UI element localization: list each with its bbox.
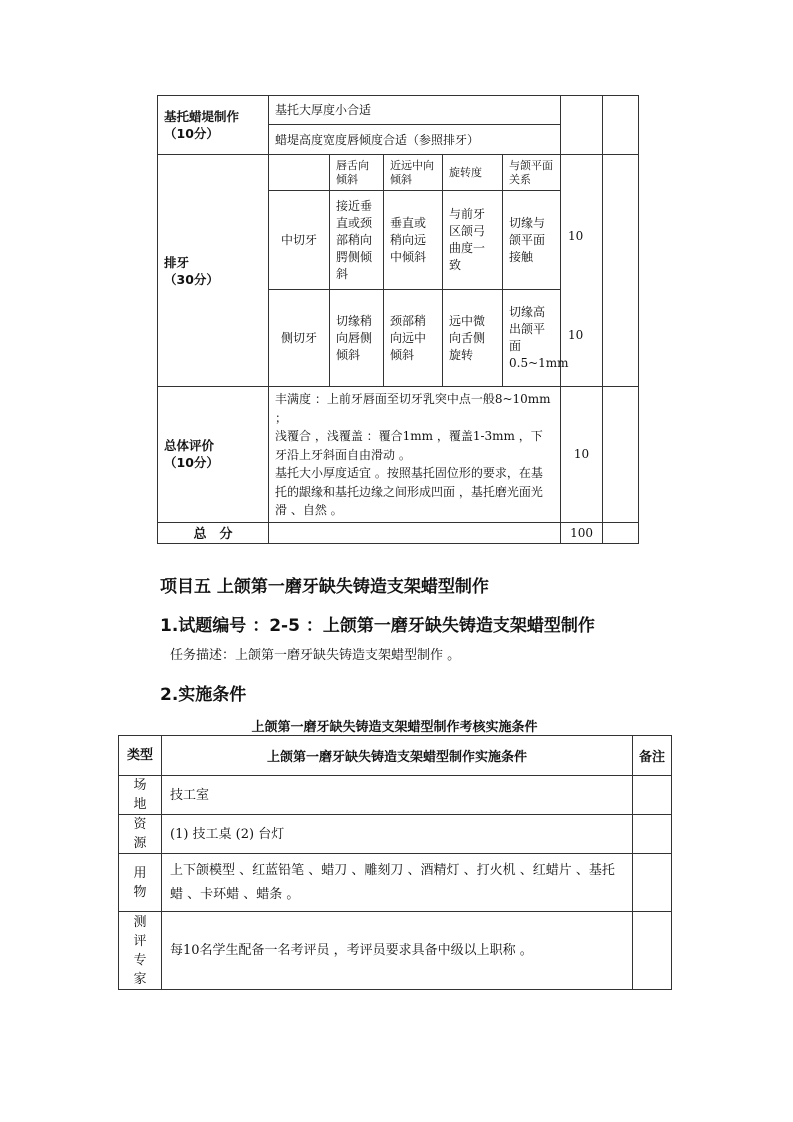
remark-cell bbox=[633, 912, 672, 990]
type-cell: 场地 bbox=[119, 776, 162, 815]
table-row bbox=[119, 854, 672, 912]
table-row bbox=[119, 912, 672, 990]
criteria-cell: 切缘与颌平面接触 bbox=[503, 191, 561, 290]
column-header: 备注 bbox=[633, 736, 672, 776]
table-row bbox=[119, 776, 672, 815]
tooth-points: 10 bbox=[568, 229, 584, 243]
section-cell bbox=[158, 96, 269, 155]
section-title: 2.实施条件 bbox=[160, 685, 247, 705]
content-cell: (1) 技工桌 (2) 台灯 bbox=[162, 815, 633, 854]
criteria-cell bbox=[269, 387, 561, 523]
criteria-line: 浅覆合 ，浅覆盖 ：覆合1mm ，覆盖1-3mm ，下牙沿上牙斜面自由滑动 。 bbox=[275, 429, 543, 462]
criteria-line: 基托大小厚度适宜 。按照基托固位形的要求，在基托的龈缘和基托边缘之间形成凹面 ，基托磨光面光滑 、自然 。 bbox=[275, 466, 543, 517]
total-value: 100 bbox=[561, 522, 603, 543]
type-cell: 测评专家 bbox=[119, 912, 162, 990]
earned-cell bbox=[603, 155, 639, 387]
table-row bbox=[119, 815, 672, 854]
remark-cell bbox=[633, 815, 672, 854]
tooth-points: 10 bbox=[568, 328, 584, 342]
section-score: （10分） bbox=[164, 126, 219, 141]
type-cell: 资源 bbox=[119, 815, 162, 854]
table-row bbox=[158, 96, 639, 125]
tooth-name: 中切牙 bbox=[269, 191, 330, 290]
points-cell bbox=[561, 96, 603, 155]
criteria-cell: 垂直或稍向远中倾斜 bbox=[384, 191, 443, 290]
column-header: 与颌平面关系 bbox=[503, 155, 561, 191]
section-cell bbox=[158, 387, 269, 523]
table-header-row bbox=[119, 736, 672, 776]
criteria-cell: 蜡堤高度宽度唇倾度合适（参照排牙） bbox=[269, 125, 561, 155]
scoring-table bbox=[157, 95, 639, 544]
section-name: 排牙 bbox=[164, 254, 190, 270]
criteria-cell: 切缘稍向唇侧倾斜 bbox=[330, 290, 384, 387]
column-header: 类型 bbox=[119, 736, 162, 776]
earned-cell bbox=[603, 96, 639, 155]
section-score: （30分） bbox=[164, 271, 219, 287]
points-cell: 10 bbox=[561, 387, 603, 523]
section-name: 总体评价 bbox=[164, 438, 215, 454]
type-cell: 用物 bbox=[119, 854, 162, 912]
criteria-cell: 远中微向舌侧旋转 bbox=[443, 290, 503, 387]
criteria-cell: 基托大厚度小合适 bbox=[269, 96, 561, 125]
column-header: 唇舌向倾斜 bbox=[330, 155, 384, 191]
earned-cell bbox=[603, 522, 639, 543]
section-cell bbox=[158, 155, 269, 387]
conditions-table bbox=[118, 735, 672, 990]
tooth-name: 侧切牙 bbox=[269, 290, 330, 387]
total-blank bbox=[269, 522, 561, 543]
total-label: 总 分 bbox=[158, 522, 269, 543]
question-title: 1.试题编号 ：2-5 ：上颌第一磨牙缺失铸造支架蜡型制作 bbox=[160, 616, 595, 636]
remark-cell bbox=[633, 776, 672, 815]
earned-cell bbox=[603, 387, 639, 523]
section-name: 基托蜡堤制作 bbox=[164, 109, 240, 124]
column-header: 上颌第一磨牙缺失铸造支架蜡型制作实施条件 bbox=[162, 736, 633, 776]
points-cell bbox=[561, 155, 603, 387]
content-cell: 每10名学生配备一名考评员 ，考评员要求具备中级以上职称 。 bbox=[162, 912, 633, 990]
table-caption: 上颌第一磨牙缺失铸造支架蜡型制作考核实施条件 bbox=[251, 720, 538, 735]
table-row bbox=[158, 155, 639, 191]
project-title: 项目五 上颌第一磨牙缺失铸造支架蜡型制作 bbox=[160, 577, 489, 597]
table-row bbox=[158, 387, 639, 523]
content-cell: 上下颌模型 、红蓝铅笔 、蜡刀 、雕刻刀 、酒精灯 、打火机 、红蜡片 、基托蜡 、卡环蜡 、蜡条 。 bbox=[162, 854, 633, 912]
section-score: （10分） bbox=[164, 455, 219, 471]
column-header: 近远中向倾斜 bbox=[384, 155, 443, 191]
column-header: 旋转度 bbox=[443, 155, 503, 191]
remark-cell bbox=[633, 854, 672, 912]
criteria-cell: 颈部稍向远中倾斜 bbox=[384, 290, 443, 387]
criteria-cell: 与前牙区颌弓曲度一致 bbox=[443, 191, 503, 290]
table-row bbox=[158, 522, 639, 543]
criteria-cell: 接近垂直或颈部稍向腭侧倾斜 bbox=[330, 191, 384, 290]
criteria-line: 丰满度 ：上前牙唇面至切牙乳突中点一般8~10mm ； bbox=[275, 392, 551, 425]
criteria-cell: 切缘高出颌平面0.5~1mm bbox=[503, 290, 561, 387]
header-blank bbox=[269, 155, 330, 191]
content-cell: 技工室 bbox=[162, 776, 633, 815]
task-description: 任务描述：上颌第一磨牙缺失铸造支架蜡型制作 。 bbox=[170, 648, 461, 663]
